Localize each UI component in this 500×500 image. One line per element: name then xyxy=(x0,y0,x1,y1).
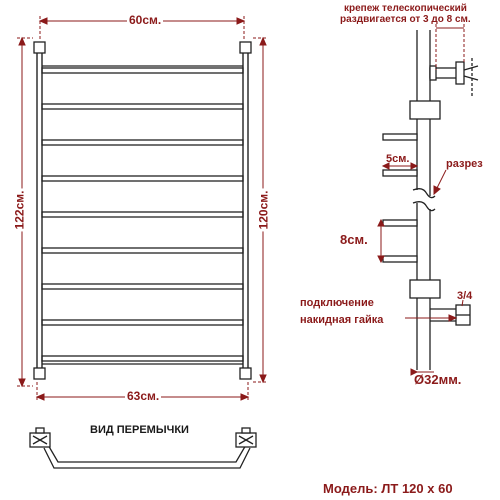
mount-caps xyxy=(34,42,251,379)
gap-label: 5см. xyxy=(386,153,410,165)
front-view xyxy=(37,44,248,378)
mount-cap-bottom-right xyxy=(240,368,251,379)
rung xyxy=(42,140,243,145)
mount-cap-top-right xyxy=(240,42,251,53)
jumper-left-nut xyxy=(30,428,50,447)
right-height-label: 120см. xyxy=(256,190,271,230)
rung xyxy=(42,356,243,361)
rung xyxy=(42,212,243,217)
cut-label: разрез xyxy=(446,158,483,170)
rung xyxy=(42,284,243,289)
rung xyxy=(42,248,243,253)
front-dimensions xyxy=(17,13,271,402)
pipe-break xyxy=(413,189,435,198)
rung xyxy=(42,320,243,325)
left-pipe xyxy=(37,44,42,378)
depth-label: 8см. xyxy=(340,232,368,247)
jumper-view-label: ВИД ПЕРЕМЫЧКИ xyxy=(90,424,189,436)
mount-cap-top-left xyxy=(34,42,45,53)
rung-stubs-lower xyxy=(383,220,417,262)
left-height-label: 122см. xyxy=(12,190,27,230)
rungs xyxy=(42,68,243,361)
right-pipe xyxy=(243,44,248,378)
lower-bracket-clamp xyxy=(410,280,440,298)
thread-label: 3/4 xyxy=(457,290,473,302)
top-width-label: 60см. xyxy=(129,13,162,27)
model-label: Модель: ЛТ 120 х 60 xyxy=(323,481,453,496)
bracket-clamp xyxy=(410,101,440,119)
rung xyxy=(42,104,243,109)
telescopic-bracket xyxy=(430,58,478,96)
mount-cap-bottom-left xyxy=(34,368,45,379)
rung xyxy=(42,68,243,73)
mount-note-line1: крепеж телескопический xyxy=(344,3,467,14)
side-view xyxy=(383,30,478,370)
mount-note-line2: раздвигается от 3 до 8 см. xyxy=(340,14,471,25)
connection-label-line2: накидная гайка xyxy=(300,314,384,326)
pipe-diameter-label: Ø32мм. xyxy=(414,372,462,387)
jumper-right-nut xyxy=(236,428,256,447)
rung xyxy=(42,176,243,181)
connection-label-line1: подключение xyxy=(300,297,374,309)
jumper-pipe xyxy=(44,438,250,468)
bottom-width-label: 63см. xyxy=(127,389,160,403)
